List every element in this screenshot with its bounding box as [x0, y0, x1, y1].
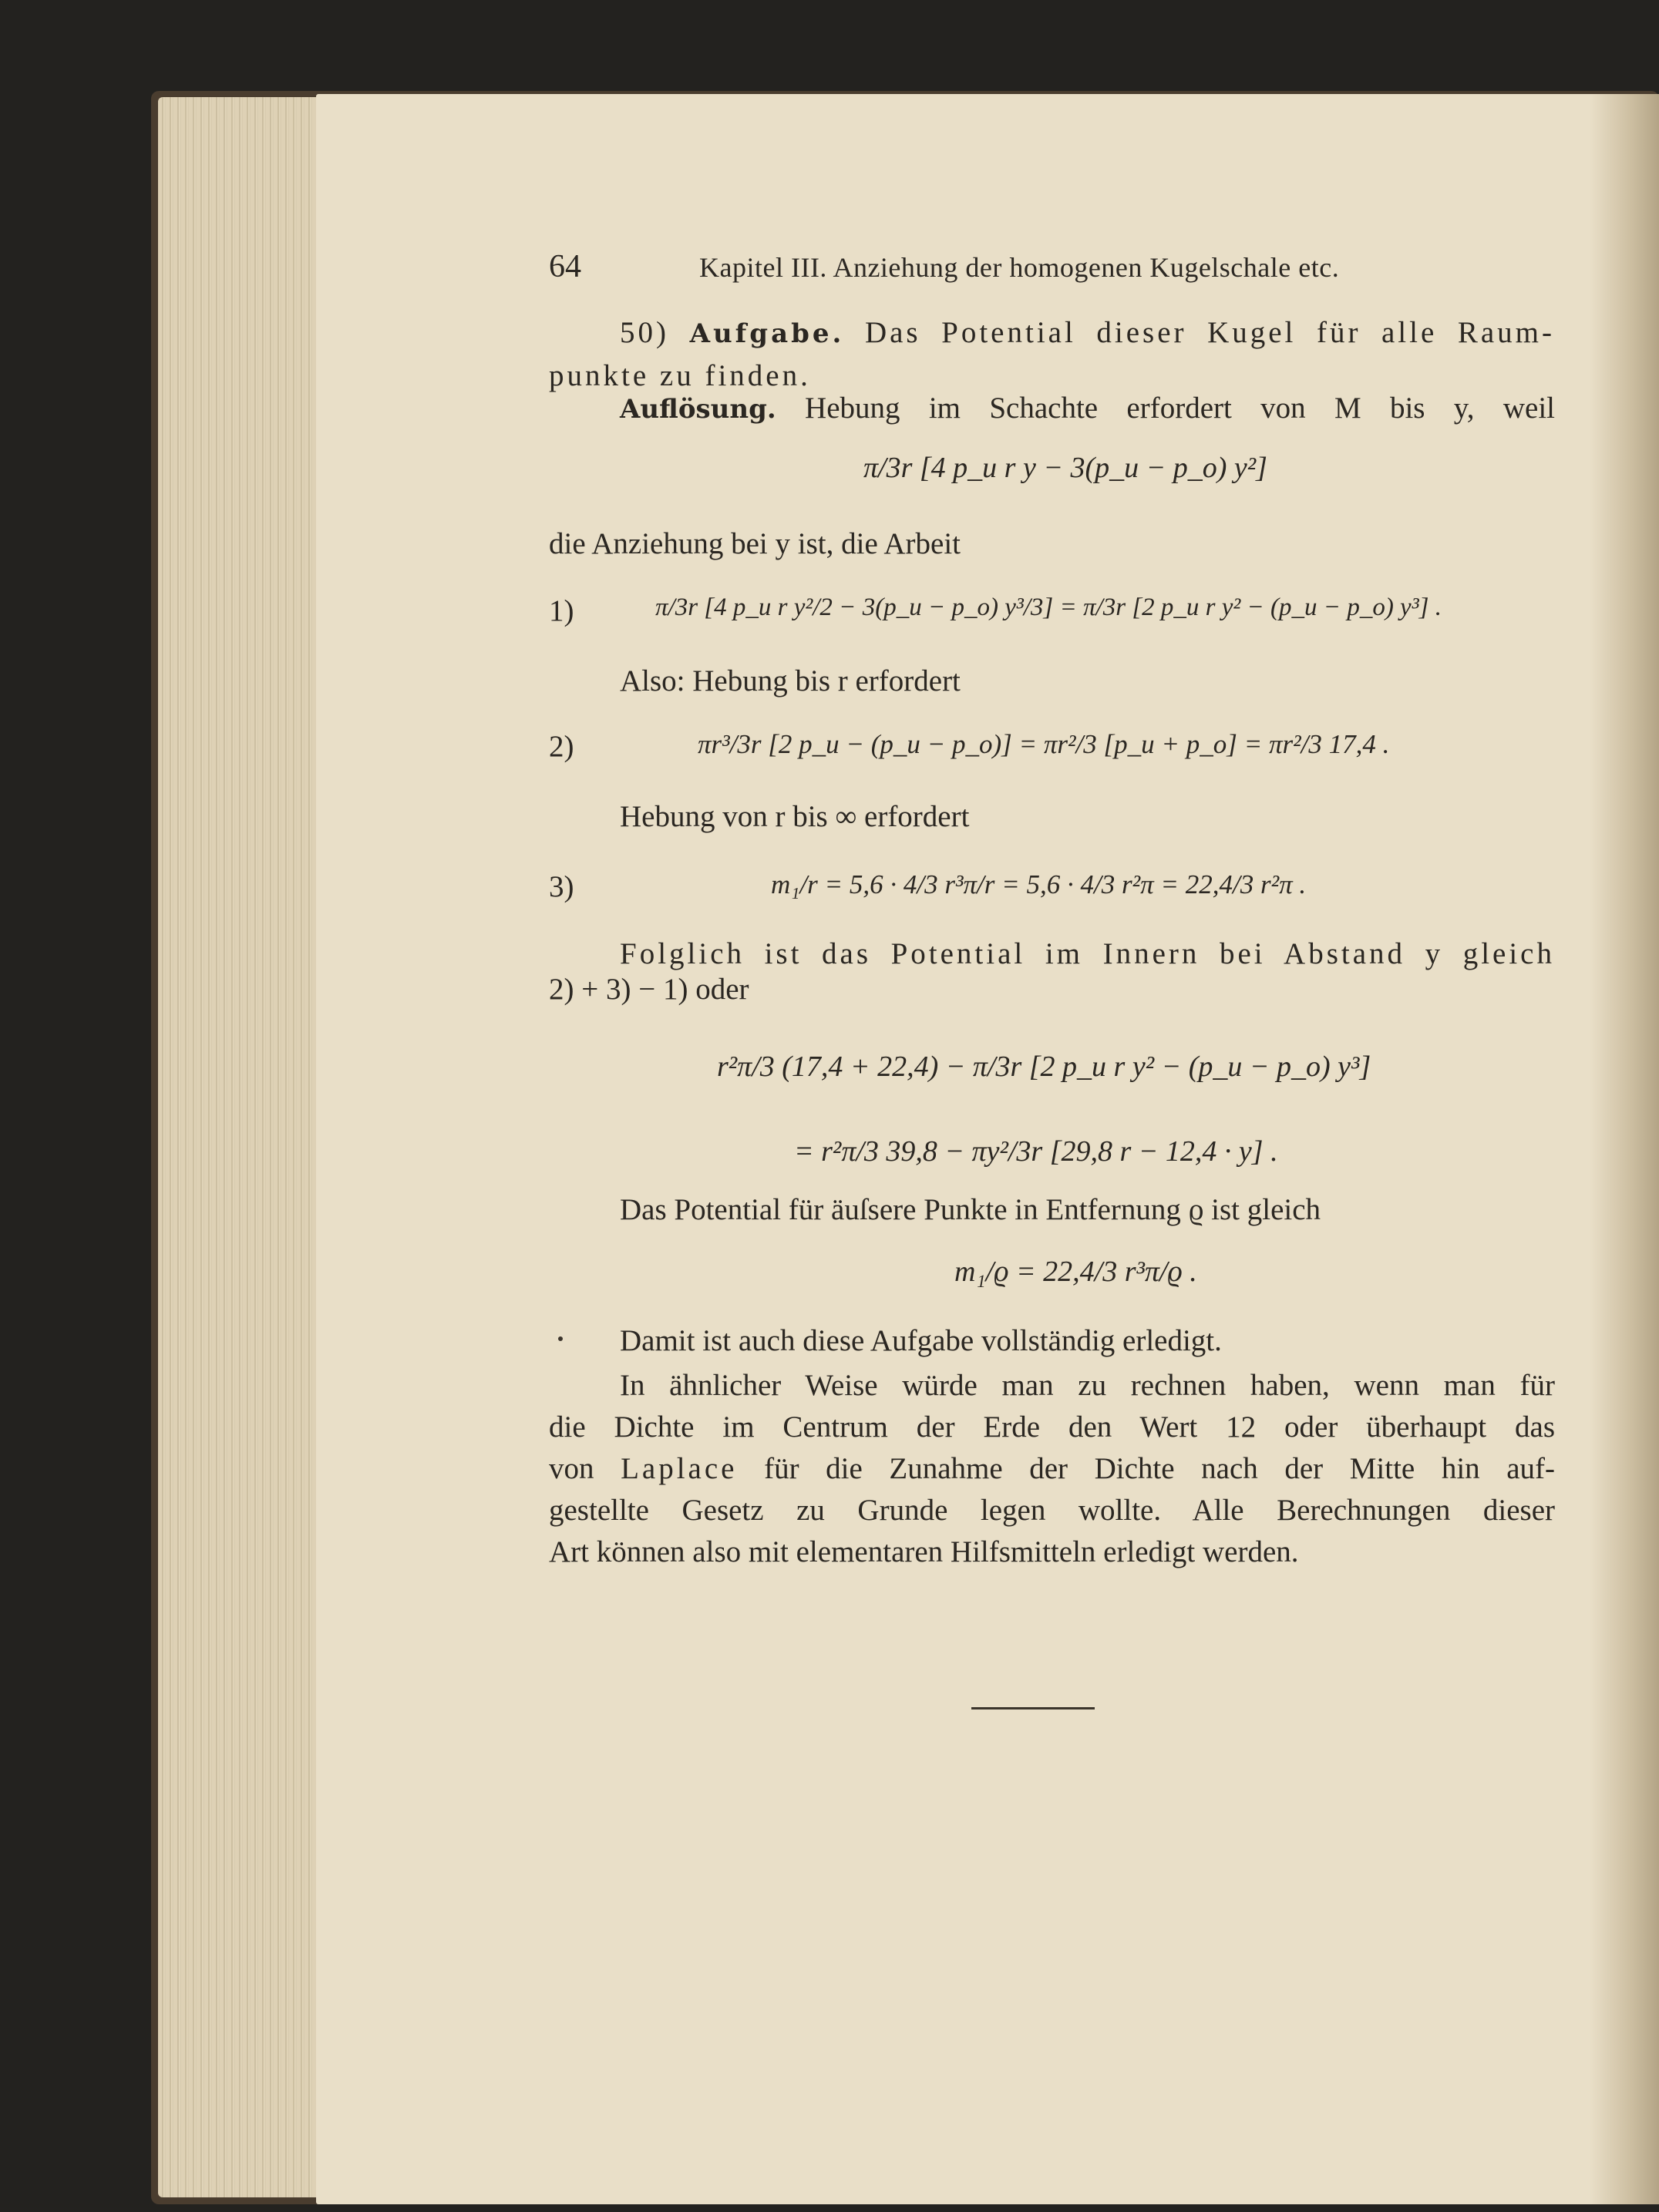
task-line-2: punkte zu finden. — [549, 359, 811, 392]
running-head: Kapitel III. Anziehung der homogenen Kugelschale etc. — [699, 252, 1340, 283]
page-number: 64 — [549, 249, 581, 284]
task-text: Das Potential dieser Kugel für alle Raum- — [864, 316, 1556, 349]
closing-line-3: die Dichte im Centrum der Erde den Wert 12 oder überhaupt das — [549, 1410, 1555, 1444]
equation-number-1: 1) — [549, 594, 574, 627]
laplace-name: Laplace — [621, 1452, 738, 1485]
section-number: 50) — [620, 316, 669, 349]
equation-2: πr³/3r [2 p_u − (p_u − p_o)] = πr²/3 [p_u + p_o] = πr²/3 17,4 . — [698, 729, 1390, 759]
equation-4b: = r²π/3 39,8 − πy²/3r [29,8 r − 12,4 · y] . — [794, 1135, 1278, 1168]
text-folglich-1: Folglich ist das Potential im Innern bei Abstand y gleich — [620, 937, 1555, 970]
text-also: Also: Hebung bis r erfordert — [620, 664, 961, 698]
task-line-1 — [549, 311, 1555, 355]
closing-line-2: In ähnlicher Weise würde man zu rechnen haben, wenn man für — [620, 1369, 1555, 1402]
closing-line-1: Damit ist auch diese Aufgabe vollständig erledigt. — [620, 1324, 1222, 1357]
task-label: Aufgabe. — [689, 318, 845, 349]
closing-line-4 — [549, 1447, 1555, 1491]
equation-top: π/3r [4 p_u r y − 3(p_u − p_o) y²] — [863, 452, 1267, 484]
page-header — [549, 248, 1555, 291]
closing-line-5: gestellte Gesetz zu Grunde legen wollte. Alle Berechnungen dieser — [549, 1494, 1555, 1527]
closing-line-4-pre: von — [549, 1452, 594, 1485]
text-unendlich: Hebung von r bis ∞ erfordert — [620, 800, 970, 833]
text-folglich-2: 2) + 3) − 1) oder — [549, 973, 749, 1006]
solution-line — [549, 387, 1555, 431]
equation-5: m₁/ϱ = 22,4/3 r³π/ϱ . — [954, 1256, 1197, 1288]
section-end-rule — [971, 1707, 1095, 1709]
equation-4a: r²π/3 (17,4 + 22,4) − π/3r [2 p_u r y² − (p_u − p_o) y³] — [717, 1051, 1371, 1083]
equation-1: π/3r [4 p_u r y²/2 − 3(p_u − p_o) y³/3] = π/3r [2 p_u r y² − (p_u − p_o) y³] . — [655, 593, 1442, 621]
closing-line-6: Art können also mit elementaren Hilfsmitteln erledigt werden. — [549, 1535, 1299, 1568]
page-edges — [158, 97, 335, 2197]
closing-line-4-post: für die Zunahme der Dichte nach der Mitte hin auf- — [764, 1452, 1556, 1485]
text-arbeit: die Anziehung bei y ist, die Arbeit — [549, 527, 961, 560]
text-aussere: Das Potential für äuſsere Punkte in Entfernung ϱ ist gleich — [620, 1193, 1321, 1226]
equation-3: m₁/r = 5,6 · 4/3 r³π/r = 5,6 · 4/3 r²π = 22,4/3 r²π . — [771, 869, 1307, 899]
solution-text: Hebung im Schachte erfordert von M bis y, weil — [805, 392, 1555, 425]
equation-number-3: 3) — [549, 870, 574, 903]
page-gutter — [1590, 94, 1659, 2204]
solution-label: Auflösung. — [620, 394, 776, 425]
equation-number-2: 2) — [549, 730, 574, 763]
